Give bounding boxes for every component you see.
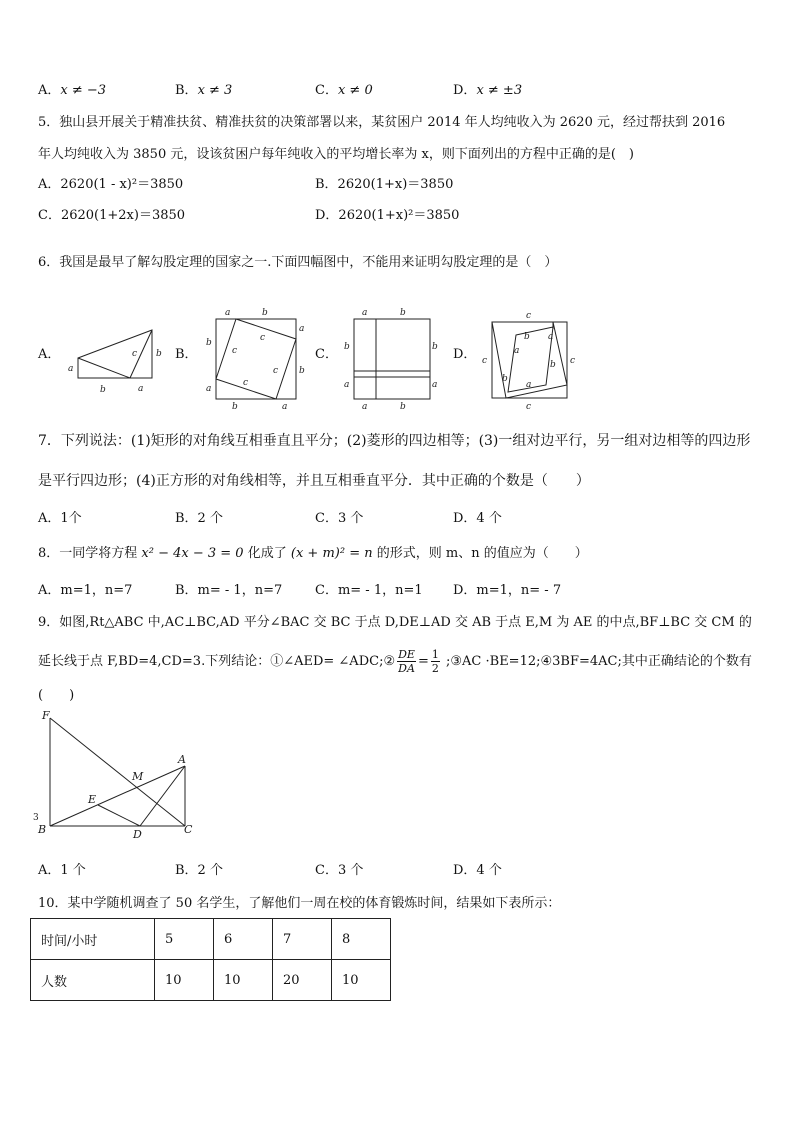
table-cell: 10	[155, 960, 214, 1001]
q4-option-c: C．x ≠ 0	[315, 83, 373, 98]
q6-stem: 6．我国是最早了解勾股定理的国家之一.下面四幅图中，不能用来证明勾股定理的是（ ）	[38, 255, 558, 270]
q9-label-b: B	[38, 823, 47, 836]
q8-option-c: C．m= - 1，n=1	[315, 583, 423, 598]
q7-option-d: D．4 个	[453, 511, 502, 526]
fig-d-label-a2: a	[514, 346, 520, 356]
table-cell: 20	[273, 960, 332, 1001]
fig-b-label-b-left: b	[206, 338, 212, 348]
fig-c-label-b-top: b	[400, 308, 406, 318]
fig-b-label-a-top: a	[225, 308, 231, 318]
fig-d-label-b1: b	[524, 332, 530, 342]
fig-b-label-b-bottom: b	[232, 402, 238, 412]
q4-option-b: B．x ≠ 3	[175, 83, 233, 98]
fig-c-label-a-top: a	[362, 308, 368, 318]
q9-label-a: A	[178, 753, 186, 766]
q9-label-d: D	[133, 828, 142, 841]
table-row	[31, 919, 391, 960]
q6-option-d: D．	[453, 347, 477, 362]
q5-stem-line1: 5．独山县开展关于精准扶贫、精准扶贫的决策部署以来，某贫困户 2014 年人均纯收入为 2620 元，经过帮扶到 2016	[38, 115, 726, 130]
q4-option-d: D．x ≠ ±3	[453, 83, 523, 98]
q9-fraction-de-da: $\frac{DE}{DA}$	[398, 648, 415, 675]
q10-stem: 10．某中学随机调查了 50 名学生，了解他们一周在校的体育锻炼时间，结果如下表所示：	[38, 896, 561, 911]
q9-figure	[30, 708, 210, 848]
q9-label-c: C	[184, 823, 193, 836]
q9-label-e: E	[88, 793, 97, 806]
q9-label-f: F	[42, 709, 50, 722]
table-cell: 10	[332, 960, 391, 1001]
q6-option-c: C．	[315, 347, 338, 362]
fig-d-label-a1: a	[548, 332, 554, 342]
fig-d-label-c-bottom: c	[526, 402, 532, 412]
q8-option-d: D．m=1，n= - 7	[453, 583, 562, 598]
q8-option-a: A．m=1，n=7	[38, 583, 133, 598]
q9-option-a: A．1 个	[38, 863, 86, 878]
q9-option-d: D．4 个	[453, 863, 502, 878]
q6-figure-a	[60, 320, 160, 400]
table-cell: 6	[214, 919, 273, 960]
q8-stem: 8．一同学将方程 x² − 4x − 3 = 0 化成了 (x + m)² = n 的形式，则 m、n 的值应为（ ）	[38, 546, 588, 561]
fig-b-label-c3: c	[273, 366, 279, 376]
fig-a-label-c: c	[132, 349, 138, 359]
fig-d-label-c-top: c	[526, 311, 532, 321]
q5-stem-line2: 年人均纯收入为 3850 元，设该贫困户每年纯收入的平均增长率为 x，则下面列出的方程中正确的是( )	[38, 147, 634, 162]
q6-option-b: B．	[175, 347, 198, 362]
fig-a-label-b2: b	[156, 349, 162, 359]
table-row	[31, 960, 391, 1001]
fig-b-label-a-bottom: a	[282, 402, 288, 412]
fig-c-label-a-bottom: a	[362, 402, 368, 412]
q7-stem-line1: 7．下列说法：(1)矩形的对角线互相垂直且平分；(2)菱形的四边相等；(3)一组对边平行，另一组对边相等的四边形	[38, 433, 751, 449]
table-cell: 5	[155, 919, 214, 960]
q8-equation-2: (x + m)² = n	[290, 546, 373, 561]
fig-b-label-a-right: a	[299, 324, 305, 334]
fig-b-label-b-top: b	[262, 308, 268, 318]
fig-a-label-b1: b	[100, 385, 106, 395]
table-cell: 时间/小时	[31, 919, 155, 960]
fig-b-label-c1: c	[232, 346, 238, 356]
q8-equation-1: x² − 4x − 3 = 0	[141, 546, 244, 561]
q8-option-b: B．m= - 1，n=7	[175, 583, 283, 598]
q6-figure-d	[478, 305, 578, 413]
fig-d-label-b2: b	[550, 360, 556, 370]
fig-d-label-a3: a	[526, 380, 532, 390]
fig-c-label-b-left: b	[344, 342, 350, 352]
q7-option-a: A．1个	[38, 511, 82, 526]
q6-option-a: A．	[38, 347, 61, 362]
fig-c-label-a-right: a	[432, 380, 438, 390]
fig-b-label-c2: c	[260, 333, 266, 343]
q4-option-a: A．x ≠ −3	[38, 83, 107, 98]
fig-d-label-c-right: c	[570, 356, 576, 366]
fig-a-label-a2: a	[138, 384, 144, 394]
fig-b-label-b-right: b	[299, 366, 305, 376]
q6-figure-c	[340, 305, 445, 413]
q7-stem-line2: 是平行四边形；(4)正方形的对角线相等，并且互相垂直平分．其中正确的个数是（ ）	[38, 473, 590, 489]
q10-table	[30, 918, 391, 1001]
q9-fraction-half: $\frac{1}{2}$	[431, 648, 439, 675]
q5-option-a: A．2620(1 - x)²＝3850	[38, 177, 184, 192]
fig-c-label-a-left: a	[344, 380, 350, 390]
q9-label-m: M	[132, 770, 144, 783]
fig-d-label-c-left: c	[482, 356, 488, 366]
fig-b-label-a-left: a	[206, 384, 212, 394]
table-cell: 人数	[31, 960, 155, 1001]
table-cell: 10	[214, 960, 273, 1001]
fig-d-label-b3: b	[502, 374, 508, 384]
q9-stem-line3: ( )	[38, 688, 75, 703]
q9-stem-line2: 延长线于点 F,BD=4,CD=3.下列结论：①∠AED= ∠ADC;② $\frac{DE}{DA}$ = $\frac{1}{2}$ ;③AC ·BE=12;④3BF=4AC;其中正确结论的个数有	[38, 648, 752, 675]
q7-option-c: C．3 个	[315, 511, 364, 526]
table-cell: 8	[332, 919, 391, 960]
q5-option-b: B．2620(1+x)＝3850	[315, 177, 454, 192]
fig-a-label-a1: a	[68, 364, 74, 374]
q7-option-b: B．2 个	[175, 511, 223, 526]
table-cell: 7	[273, 919, 332, 960]
fig-c-label-b-bottom: b	[400, 402, 406, 412]
q9-edge-label: 3	[33, 813, 39, 823]
q6-figure-b	[200, 305, 310, 413]
q5-option-c: C．2620(1+2x)＝3850	[38, 208, 186, 223]
q9-option-b: B．2 个	[175, 863, 223, 878]
q5-option-d: D．2620(1+x)²＝3850	[315, 208, 460, 223]
q9-option-c: C．3 个	[315, 863, 364, 878]
q9-stem-line1: 9．如图,Rt△ABC 中,AC⊥BC,AD 平分∠BAC 交 BC 于点 D,DE⊥AD 交 AB 于点 E,M 为 AE 的中点,BF⊥BC 交 CM 的	[38, 615, 752, 630]
fig-c-label-b-right: b	[432, 342, 438, 352]
fig-b-label-c4: c	[243, 378, 249, 388]
